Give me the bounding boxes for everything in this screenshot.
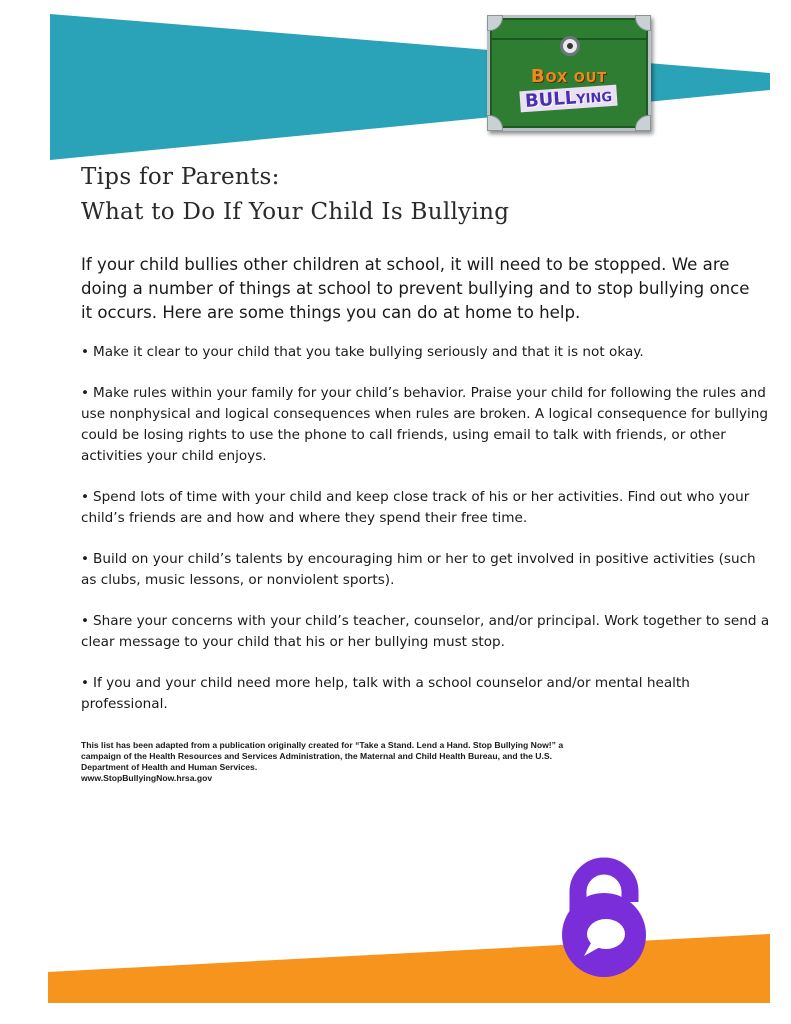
logo-line2-main: BULL	[524, 87, 578, 113]
tip-text: Spend lots of time with your child and keep close track of his or her activities. Find out who your child’s friends are and how and where they spend their free time.	[81, 489, 750, 526]
intro-paragraph: If your child bullies other children at school, it will need to be stopped. We are doing a number of things at school to prevent bullying and to stop bullying once it occurs. Here are some things you can do at home to help.	[81, 255, 750, 322]
tip-text: Share your concerns with your child’s teacher, counselor, and/or principal. Work together to send a clear message to your child that his or her bullying must stop.	[81, 613, 770, 650]
source-text: This list has been adapted from a publication originally created for “Take a Stand. Lend a Hand. Stop Bullying Now!” a campaign of the Health Resources and Services Administration, the Maternal and Child Health Bureau, and the U.S. Department of Health and Human Services.	[81, 740, 564, 772]
bullet-icon: •	[81, 385, 90, 401]
title-line1: Tips for Parents:	[81, 164, 280, 190]
logo-line2-small: YING	[576, 89, 614, 108]
logo-line1-big: B	[530, 66, 546, 87]
bullet-icon: •	[81, 675, 90, 691]
open-padlock-speech-bubble-icon	[562, 866, 646, 977]
title-line2: What to Do If Your Child Is Bullying	[81, 199, 510, 225]
logo-line1-small: OUT	[568, 71, 608, 86]
tip-text: Make it clear to your child that you take bullying seriously and that it is not okay.	[93, 344, 644, 360]
source-url: www.StopBullyingNow.hrsa.gov	[81, 773, 213, 783]
bottom-band-shape	[48, 934, 770, 1003]
tip-text: Make rules within your family for your child’s behavior. Praise your child for following the rules and use nonphysical and logical consequences when rules are broken. A logical consequence for bullying could be losing rights to use the phone to call friends, using email to talk with friends, or other activities your child enjoys.	[81, 385, 769, 464]
tip-text: Build on your child’s talents by encouraging him or her to get involved in positive activities (such as clubs, music lessons, or nonviolent sports).	[81, 551, 756, 588]
bullet-icon: •	[81, 489, 90, 505]
bullet-icon: •	[81, 344, 90, 360]
bullet-icon: •	[81, 613, 90, 629]
bullet-icon: •	[81, 551, 90, 567]
tip-text: If you and your child need more help, talk with a school counselor and/or mental health professional.	[81, 675, 690, 712]
logo-line1-rest: OX	[545, 71, 569, 86]
